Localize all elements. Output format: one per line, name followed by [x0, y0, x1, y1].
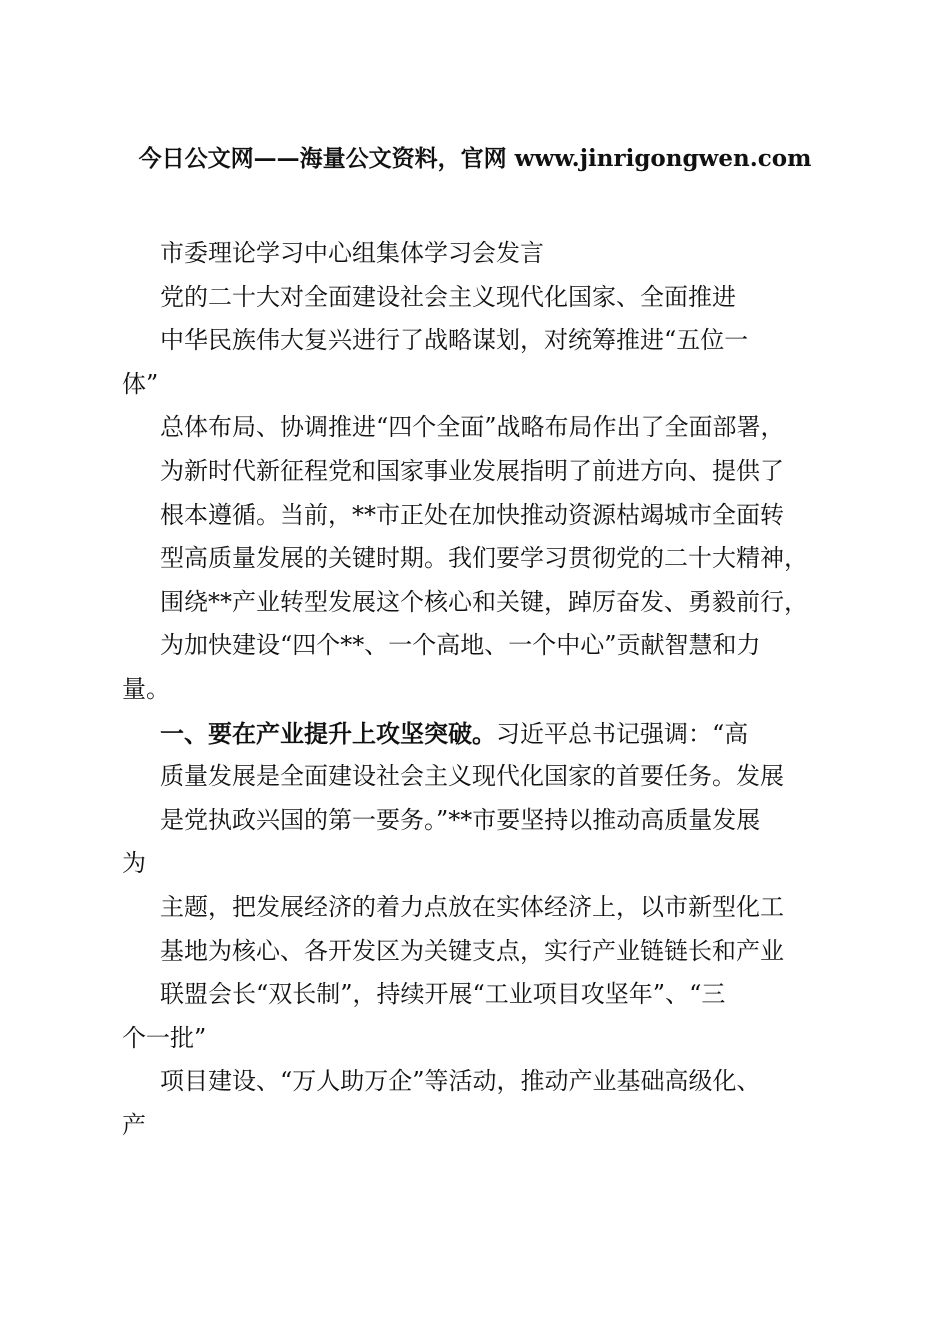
paragraph-line: 围绕**产业转型发展这个核心和关键，踔厉奋发、勇毅前行， — [160, 587, 808, 616]
paragraph-line: 党的二十大对全面建设社会主义现代化国家、全面推进 — [160, 282, 736, 311]
document-body — [122, 232, 832, 1147]
section-heading: 一、要在产业提升上攻坚突破。 — [160, 718, 496, 748]
paragraph-line: 项目建设、“万人助万企”等活动，推动产业基础高级化、 — [160, 1067, 761, 1096]
paragraph-line: 体” — [122, 369, 159, 398]
paragraph-line: 联盟会长“双长制”，持续开展“工业项目攻坚年”、“三 — [160, 980, 726, 1009]
watermark-header: 今日公文网——海量公文资料，官网 www.jinrigongwen.com — [138, 145, 812, 172]
section-text: 习近平总书记强调：“高 — [496, 719, 749, 748]
paragraph-line: 型高质量发展的关键时期。我们要学习贯彻党的二十大精神， — [160, 544, 808, 573]
paragraph-line: 中华民族伟大复兴进行了战略谋划，对统筹推进“五位一 — [160, 326, 749, 355]
paragraph-line: 产 — [122, 1110, 146, 1139]
paragraph-line: 个一批” — [122, 1023, 207, 1052]
paragraph-line: 总体布局、协调推进“四个全面”战略布局作出了全面部署， — [160, 413, 785, 442]
document-title: 市委理论学习中心组集体学习会发言 — [160, 239, 544, 267]
paragraph-line: 为新时代新征程党和国家事业发展指明了前进方向、提供了 — [160, 456, 784, 485]
section-heading-line — [122, 712, 832, 756]
paragraph-line: 主题，把发展经济的着力点放在实体经济上，以市新型化工 — [160, 892, 784, 921]
paragraph-line: 质量发展是全面建设社会主义现代化国家的首要任务。发展 — [160, 762, 784, 791]
paragraph-line: 为加快建设“四个**、一个高地、一个中心”贡献智慧和力 — [160, 631, 761, 660]
paragraph-line: 是党执政兴国的第一要务。”**市要坚持以推动高质量发展 — [160, 805, 761, 834]
paragraph-line: 量。 — [122, 674, 170, 703]
paragraph-line: 为 — [122, 849, 146, 878]
paragraph-line: 根本遵循。当前，**市正处在加快推动资源枯竭城市全面转 — [160, 500, 784, 529]
paragraph-line: 基地为核心、各开发区为关键支点，实行产业链链长和产业 — [160, 936, 784, 965]
